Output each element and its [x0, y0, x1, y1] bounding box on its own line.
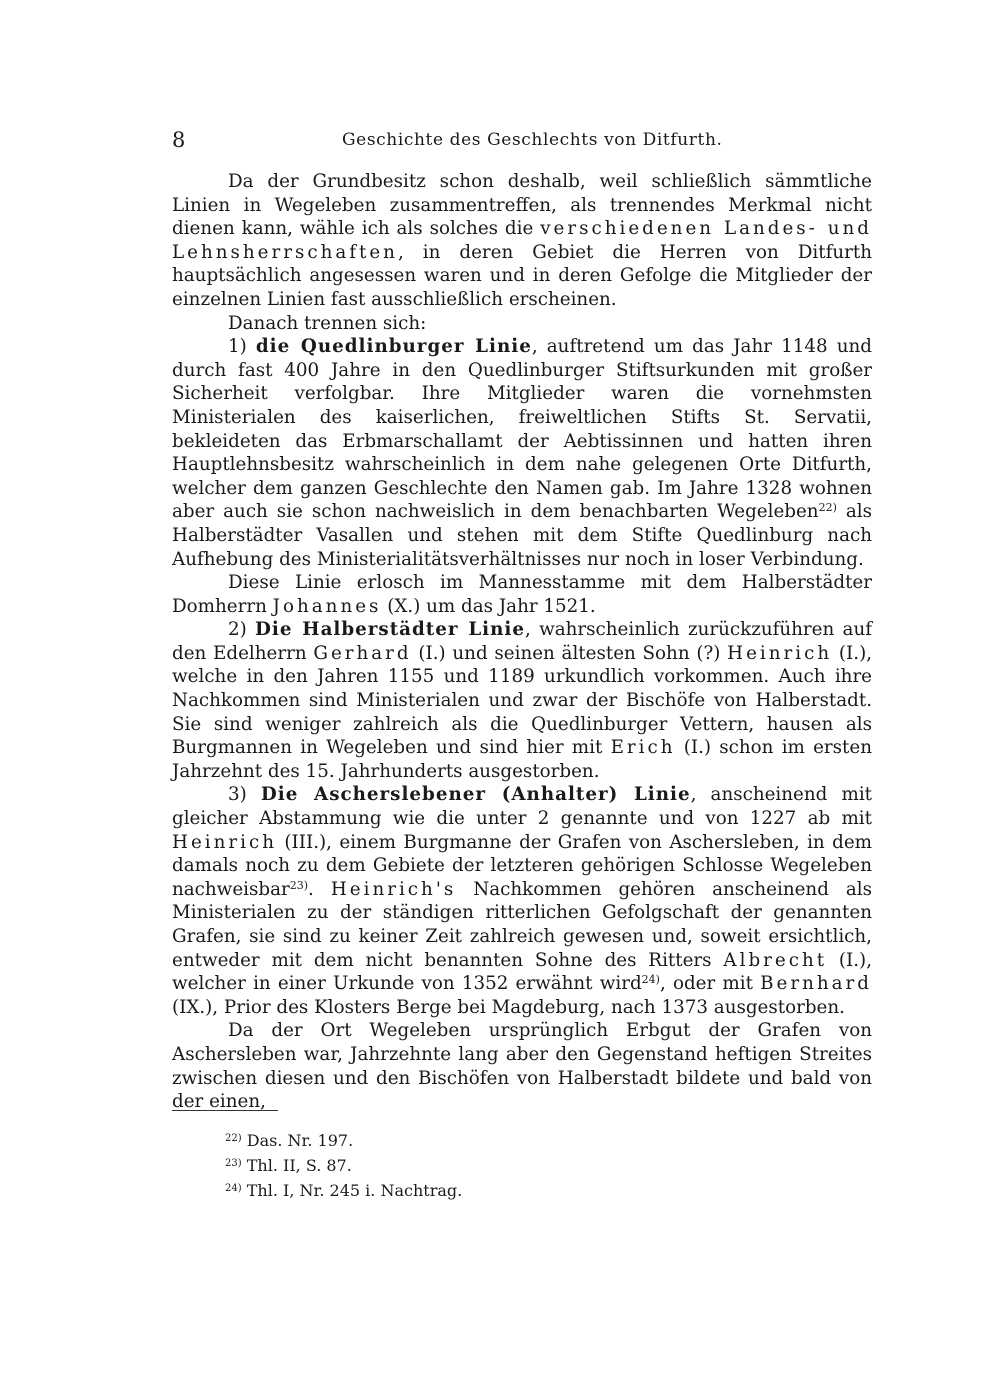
footnote-text: Das. Nr. 197.: [246, 1131, 354, 1150]
paragraph-wegeleben: [172, 1019, 872, 1113]
footnote-ref: 23): [289, 878, 309, 892]
footnote-22: [225, 1128, 825, 1153]
person-name: Heinrich: [172, 831, 277, 853]
section-lead: Die Ascherslebener (Anhalter) Linie: [260, 784, 691, 806]
text: (I.) und seinen ältesten Sohn (?): [411, 642, 728, 664]
footnote-ref: 22): [818, 501, 837, 515]
paragraph-intro: [172, 170, 872, 312]
section-lead: die Quedlinburger Linie: [255, 336, 532, 358]
text: (III.), einem Burgmanne der Grafen von Aschersleben, in dem damals noch zu dem Gebiete der letzteren gehörigen Schlosse Wegeleben nachweisbar: [172, 831, 872, 900]
person-name: Heinrich's: [330, 878, 457, 900]
section-lead: Die Halberstädter Linie: [255, 619, 525, 641]
text: .: [308, 878, 331, 900]
text: (I.) schon im ersten Jahrzehnt des 15. Jahrhunderts ausgestorben.: [172, 737, 872, 782]
person-name: Johannes: [272, 595, 382, 617]
footnotes: [225, 1128, 825, 1203]
footnote-divider: [172, 1110, 278, 1111]
footnote-24: [225, 1178, 825, 1203]
person-name: Bernhard: [760, 973, 872, 995]
text: , in deren Gebiet die Herren von Ditfurth hauptsächlich angesessen waren und in deren Gefolge die Mitglieder der einzelnen Linien fast ausschließlich erscheinen.: [172, 241, 872, 310]
text: , oder mit: [659, 973, 761, 995]
person-name: Heinrich: [727, 642, 833, 664]
page-number: 8: [172, 128, 186, 152]
person-name: Albrecht: [723, 949, 828, 971]
text: als Halberstädter Vasallen und stehen mit dem Stifte Quedlinburg nach Aufhebung des Ministerialitätsverhältnisses nur noch in loser Verbindung.: [172, 501, 872, 570]
page-header: [172, 128, 872, 156]
text: Diese Linie erlosch im Mannesstamme mit dem Halberstädter Domherrn: [172, 572, 872, 617]
person-name: Erich: [610, 737, 676, 759]
footnote-text: Thl. II, S. 87.: [246, 1156, 352, 1175]
text: Da der Ort Wegeleben ursprünglich Erbgut der Grafen von Aschersleben war, Jahrzehnte lang aber den Gegenstand heftigen Streites zwischen diesen und den Bischöfen von Halberstadt bildete und bald von der einen,: [172, 1020, 872, 1113]
footnote-mark: 24): [225, 1183, 242, 1194]
section-number: 1): [228, 336, 256, 358]
footnote-mark: 22): [225, 1133, 242, 1144]
footnote-ref: 24): [641, 973, 660, 987]
text: , wahrscheinlich zurückzuführen auf den Edelherrn: [172, 619, 872, 664]
text: (IX.), Prior des Klosters Berge bei Magdeburg, nach 1373 ausgestorben.: [172, 996, 845, 1018]
text: , auftretend um das Jahr 1148 und durch fast 400 Jahre in den Quedlinburger Stiftsurkunden mit großer Sicherheit verfolgbar. Ihre Mitglieder waren die vornehmsten Ministerialen des kaiserlichen, freiweltlichen Stifts St. Servatii, bekleideten das Erbmarschallamt der Aebtissinnen und hatten ihren Hauptlehnsbesitz wahrscheinlich in dem nahe gelegenen Orte Ditfurth, welcher dem ganzen Geschlechte den Namen gab. Im Jahre 1328 wohnen aber auch sie schon nachweislich in dem benachbarten Wegeleben: [172, 336, 872, 523]
text: , anscheinend mit gleicher Abstammung wie die unter 2 genannte und von 1227 ab mit: [172, 784, 873, 830]
section-number: 2): [228, 619, 256, 641]
paragraph-quedlinburg-end: [172, 571, 872, 618]
footnote-23: [225, 1153, 825, 1178]
section-aschersleben: [172, 783, 872, 1019]
paragraph-division: [172, 312, 872, 336]
section-number: 3): [228, 784, 261, 806]
text: Danach trennen sich:: [228, 312, 427, 334]
body-text: [172, 170, 872, 1114]
text: Nachkommen gehören anscheinend als Ministerialen zu der ständigen ritterlichen Gefolgschaft der genannten Grafen, sie sind zu keiner Zeit zahlreich gewesen und, soweit ersichtlich, entweder mit dem nicht benannten Sohne des Ritters: [172, 878, 873, 971]
running-title: Geschichte des Geschlechts von Ditfurth.: [342, 130, 723, 150]
footnote-mark: 23): [225, 1158, 242, 1169]
text: Da der Grundbesitz schon deshalb, weil schließlich sämmtliche Linien in Wegeleben zusammentreffen, als trennendes Merkmal nicht dienen kann, wähle ich als solches die: [172, 171, 872, 240]
text: (X.) um das Jahr 1521.: [381, 595, 596, 617]
text: (I.), welche in den Jahren 1155 und 1189 urkundlich vorkommen. Auch ihre Nachkommen sind Ministerialen und zwar der Bischöfe von Halberstadt. Sie sind weniger zahlreich als die Quedlinburger Vettern, hausen als Burgmannen in Wegeleben und sind hier mit: [172, 642, 873, 759]
section-quedlinburg: [172, 335, 872, 571]
spaced-text: verschiedenen Landes- und Lehnsherrschaften: [172, 218, 872, 263]
section-halberstadt: [172, 618, 872, 783]
footnote-text: Thl. I, Nr. 245 i. Nachtrag.: [246, 1181, 463, 1200]
text: (I.), welcher in einer Urkunde von 1352 erwähnt wird: [172, 949, 872, 995]
person-name: Gerhard: [313, 642, 412, 664]
